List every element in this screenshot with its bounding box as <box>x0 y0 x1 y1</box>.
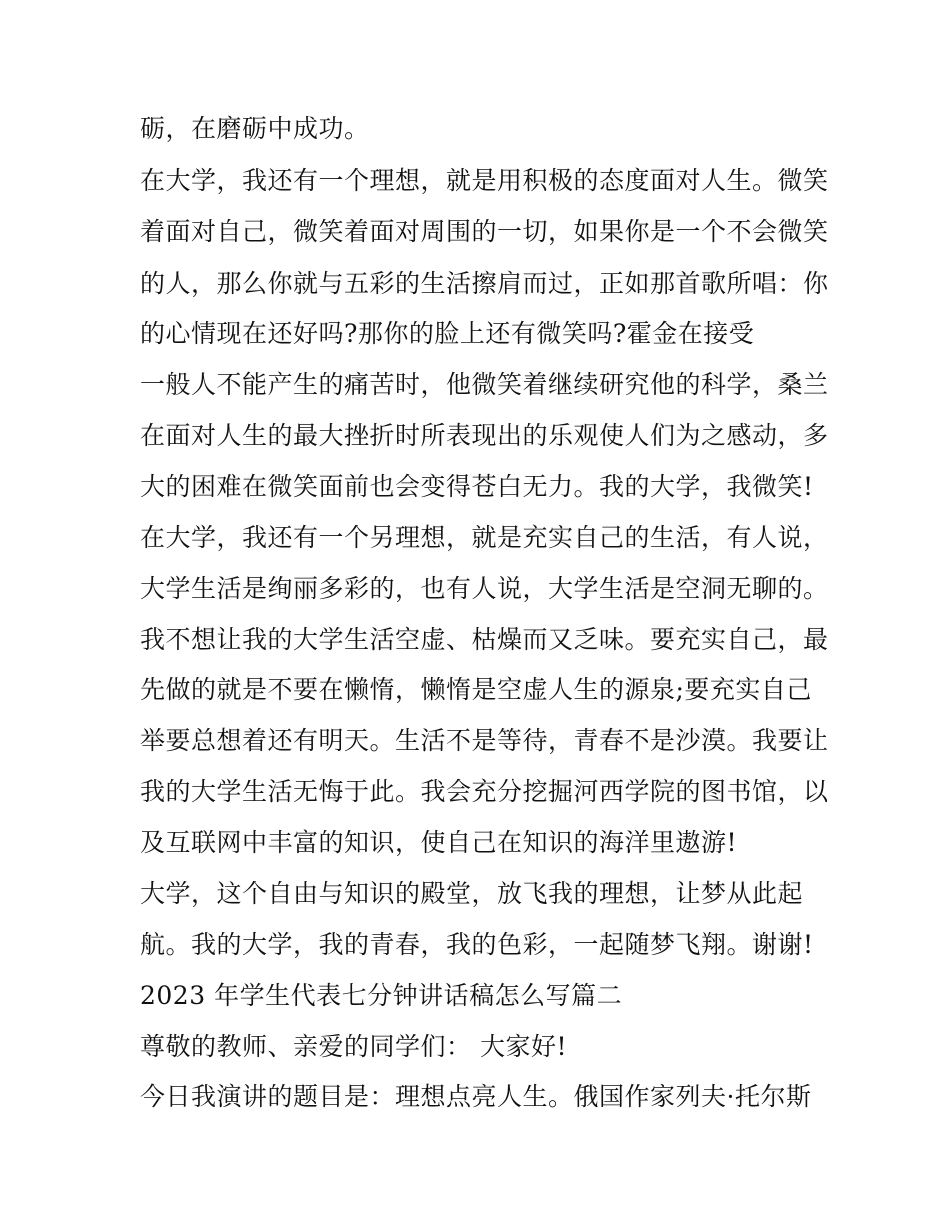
text-line: 着面对自己，微笑着面对周围的一切，如果你是一个不会微笑 <box>140 217 829 246</box>
text-line: 在大学，我还有一个另理想，就是充实自己的生活，有人说， <box>140 523 829 552</box>
text-line: 在大学，我还有一个理想，就是用积极的态度面对人生。微笑 <box>140 166 829 195</box>
text-line: 我的大学生活无悔于此。我会充分挖掘河西学院的图书馆，以 <box>140 777 829 806</box>
text-line: 今日我演讲的题目是：理想点亮人生。俄国作家列夫·托尔斯 <box>140 1082 812 1111</box>
text-line: 举要总想着还有明天。生活不是等待，青春不是沙漠。我要让 <box>140 726 829 755</box>
text-line: 大的困难在微笑面前也会变得苍白无力。我的大学，我微笑! <box>140 472 814 501</box>
text-line: 大学，这个自由与知识的殿堂，放飞我的理想，让梦从此起 <box>140 879 804 908</box>
text-line: 的心情现在还好吗?那你的脸上还有微笑吗?霍金在接受 <box>140 319 755 348</box>
text-line: 大学生活是绚丽多彩的，也有人说，大学生活是空洞无聊的。 <box>140 574 829 603</box>
text-line: 的人，那么你就与五彩的生活擦肩而过，正如那首歌所唱：你 <box>140 269 829 298</box>
section-heading: 2023 年学生代表七分钟讲话稿怎么写篇二 <box>140 981 623 1010</box>
salutation-line: 尊敬的教师、亲爱的同学们： 大家好! <box>140 1032 567 1061</box>
text-line: 先做的就是不要在懒惰，懒惰是空虚人生的源泉;要充实自己 <box>140 675 812 704</box>
text-line: 在面对人生的最大挫折时所表现出的乐观使人们为之感动，多 <box>140 421 829 450</box>
text-line: 砺，在磨砺中成功。 <box>140 114 370 143</box>
text-line: 航。我的大学，我的青春，我的色彩，一起随梦飞翔。谢谢! <box>140 930 814 959</box>
text-line: 及互联网中丰富的知识，使自己在知识的海洋里遨游! <box>140 828 738 857</box>
text-line: 一般人不能产生的痛苦时，他微笑着继续研究他的科学，桑兰 <box>140 370 829 399</box>
text-line: 我不想让我的大学生活空虚、枯燥而又乏味。要充实自己，最 <box>140 625 829 654</box>
